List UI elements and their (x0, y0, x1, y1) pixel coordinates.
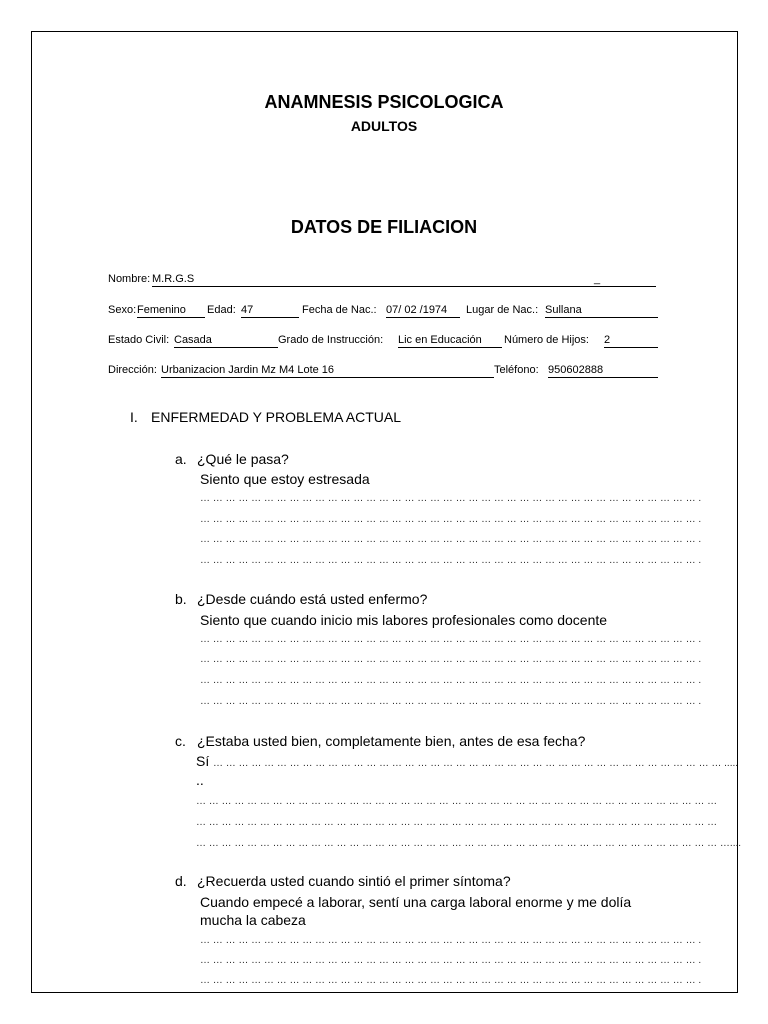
lugar-value: Sullana (545, 304, 658, 318)
answer-d-line1: Cuando empecé a laborar, sentí una carga laboral enorme y me dolía (200, 894, 632, 910)
edad-value: 47 (241, 304, 299, 318)
dotted-line: … … … … … … … … … … … … … … … … … … … … … … … … … … … … … … … … … … … … … … … . (200, 514, 702, 525)
answer-a: Siento que estoy estresada (200, 471, 370, 487)
nombre-extra: _ (594, 273, 656, 287)
fecha-value: 07/ 02 /1974 (386, 304, 460, 318)
dotted-line: … … … … … … … … … … … … … … … … … … … … … … … … … … … … … … … … … … … … … … … . (200, 696, 702, 707)
nombre-value: M.R.G.S (152, 273, 594, 287)
direccion-label: Dirección: (108, 364, 157, 376)
answer-c-tail: .. (196, 772, 204, 788)
row-sexo (108, 304, 658, 320)
dotted-line: … … … … … … … … … … … … … … … … … … … … … … … … … … … … … … … … … … … … … … … … ..... (213, 758, 739, 769)
document-title: ANAMNESIS PSICOLOGICA (264, 92, 504, 112)
dotted-line: … … … … … … … … … … … … … … … … … … … … … … … … … … … … … … … … … … … … … … … … … (196, 796, 718, 807)
hijos-label: Número de Hijos: (504, 334, 589, 346)
dotted-line: … … … … … … … … … … … … … … … … … … … … … … … … … … … … … … … … … … … … … … … . (200, 634, 702, 645)
dotted-line: … … … … … … … … … … … … … … … … … … … … … … … … … … … … … … … … … … … … … … … . (200, 955, 702, 966)
section-title-filiacion: DATOS DE FILIACION (290, 217, 478, 237)
section-numeral: I. (130, 409, 138, 425)
question-a-letter: a. (175, 451, 187, 467)
question-d-text: ¿Recuerda usted cuando sintió el primer síntoma? (197, 873, 511, 889)
row-estado (108, 334, 658, 350)
answer-b: Siento que cuando inicio mis labores profesionales como docente (200, 612, 608, 628)
estado-value: Casada (174, 334, 278, 348)
dotted-line: … … … … … … … … … … … … … … … … … … … … … … … … … … … … … … … … … … … … … … … . (200, 654, 702, 665)
lugar-label: Lugar de Nac.: (466, 304, 539, 316)
dotted-line: … … … … … … … … … … … … … … … … … … … … … … … … … … … … … … … … … … … … … … … . (200, 975, 702, 986)
edad-label: Edad: (207, 304, 236, 316)
dotted-line: … … … … … … … … … … … … … … … … … … … … … … … … … … … … … … … … … … … … … … … … … (196, 817, 718, 828)
estado-label: Estado Civil: (108, 334, 170, 346)
question-a-text: ¿Qué le pasa? (197, 451, 289, 467)
row-direccion (108, 364, 658, 380)
dotted-line: … … … … … … … … … … … … … … … … … … … … … … … … … … … … … … … … … … … … … … … … … ….... (196, 838, 742, 849)
section-heading: ENFERMEDAD Y PROBLEMA ACTUAL (151, 409, 401, 425)
dotted-line: … … … … … … … … … … … … … … … … … … … … … … … … … … … … … … … … … … … … … … … . (200, 935, 702, 946)
answer-d-line2: mucha la cabeza (200, 912, 306, 928)
question-c-letter: c. (175, 733, 186, 749)
dotted-line: … … … … … … … … … … … … … … … … … … … … … … … … … … … … … … … … … … … … … … … . (200, 675, 702, 686)
dotted-line: … … … … … … … … … … … … … … … … … … … … … … … … … … … … … … … … … … … … … … … . (200, 534, 702, 545)
direccion-value: Urbanizacion Jardin Mz M4 Lote 16 (161, 364, 494, 378)
telefono-label: Teléfono: (494, 364, 539, 376)
nombre-label: Nombre: (108, 273, 151, 285)
answer-c: Sí (196, 753, 210, 769)
sexo-label: Sexo: (108, 304, 137, 316)
question-d-letter: d. (175, 873, 187, 889)
fecha-label: Fecha de Nac.: (302, 304, 377, 316)
grado-value: Lic en Educación (398, 334, 502, 348)
sexo-value: Femenino (137, 304, 205, 318)
telefono-value: 950602888 (548, 364, 658, 378)
grado-label: Grado de Instrucción: (278, 334, 384, 346)
hijos-value: 2 (604, 334, 658, 348)
document-subtitle: ADULTOS (350, 118, 418, 134)
question-c-text: ¿Estaba usted bien, completamente bien, antes de esa fecha? (197, 733, 586, 749)
question-b-text: ¿Desde cuándo está usted enfermo? (197, 591, 428, 607)
dotted-line: … … … … … … … … … … … … … … … … … … … … … … … … … … … … … … … … … … … … … … … . (200, 555, 702, 566)
dotted-line: … … … … … … … … … … … … … … … … … … … … … … … … … … … … … … … … … … … … … … … . (200, 493, 702, 504)
question-b-letter: b. (175, 591, 187, 607)
row-nombre (108, 273, 656, 289)
